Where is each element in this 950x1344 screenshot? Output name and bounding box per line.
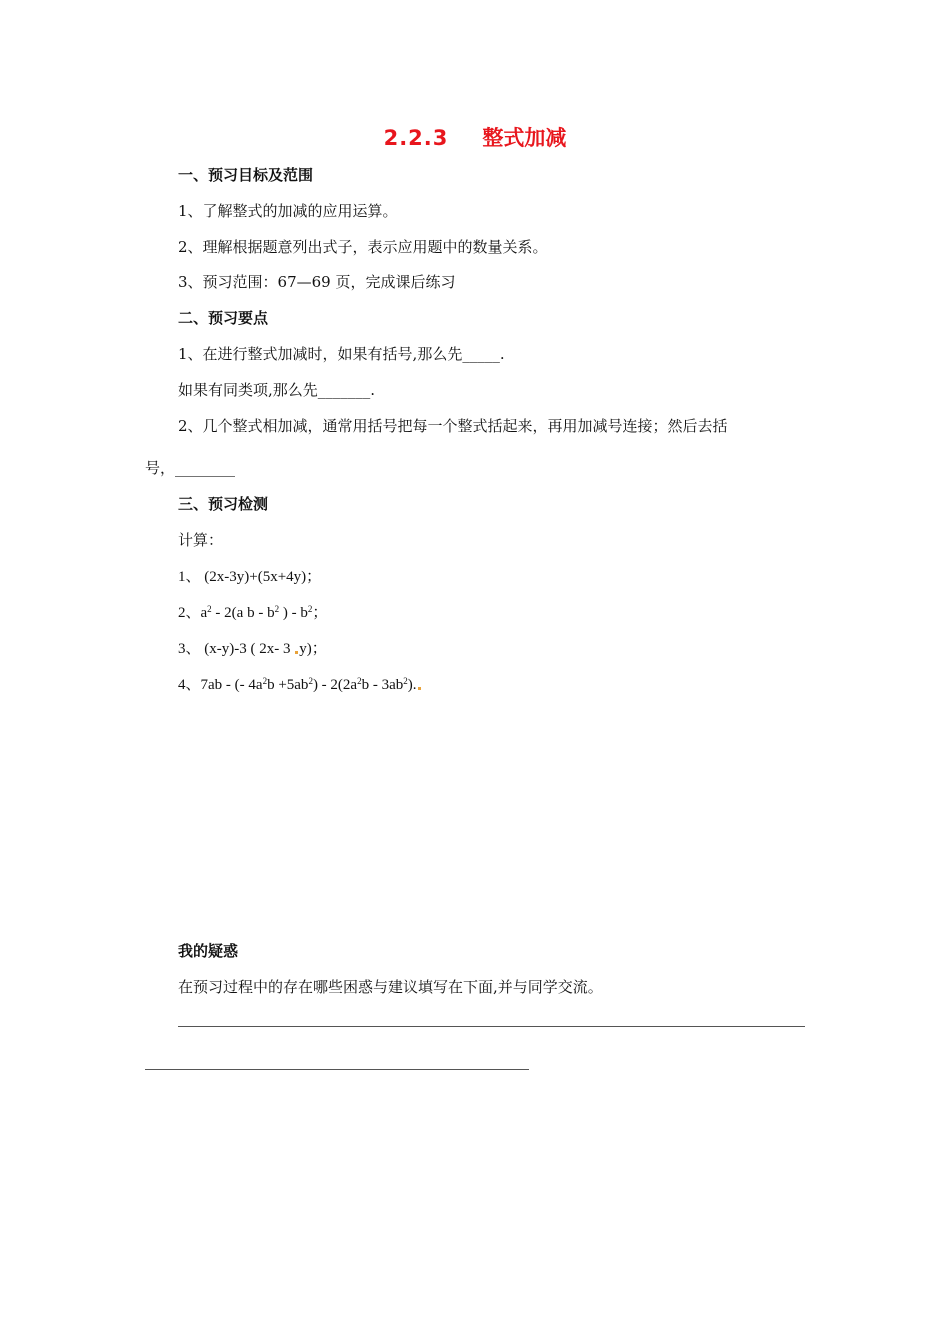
mark-dot — [295, 651, 298, 654]
section3-intro: 计算： — [178, 531, 224, 549]
section3-heading: 三、预习检测 — [178, 495, 269, 513]
section2-point-2-cont: 号，________ — [145, 459, 236, 477]
section1-item-2: 2、理解根据题意列出式子，表示应用题中的数量关系。 — [178, 238, 548, 256]
title-number: 2.2.3 — [383, 126, 449, 150]
section2-point-1b: 如果有同类项,那么先_______. — [178, 381, 376, 399]
exercise-4: 4、7ab - (- $4a^2b +5ab^2) - 2(2a^2b - 3ab^2)$. — [178, 673, 422, 694]
section1-heading: 一、预习目标及范围 — [178, 166, 314, 184]
doubts-instruction: 在预习过程中的存在哪些困惑与建议填写在下面,并与同学交流。 — [178, 978, 603, 996]
mark-dot — [418, 687, 421, 690]
page-title — [0, 122, 950, 152]
answer-line-2 — [145, 1069, 529, 1070]
section2-point-2: 2、几个整式相加减，通常用括号把每一个整式括起来，再用加减号连接；然后去括 — [178, 417, 728, 435]
doubts-heading: 我的疑惑 — [178, 942, 239, 960]
exercise-3: 3、 (x-y)-3 ( 2x- 3 y)； — [178, 641, 327, 657]
section1-item-1: 1、了解整式的加减的应用运算。 — [178, 202, 398, 220]
exercise-1: 1、 (2x-3y)+(5x+4y)； — [178, 569, 322, 585]
answer-line-1 — [178, 1026, 805, 1027]
section2-heading: 二、预习要点 — [178, 309, 269, 327]
title-text: 整式加减 — [482, 126, 567, 150]
section2-point-1: 1、在进行整式加减时，如果有括号,那么先_____. — [178, 345, 505, 363]
section1-item-3: 3、预习范围：67—69 页，完成课后练习 — [178, 273, 456, 291]
exercise-2: 2、$a^2 - 2(a$ b - $b^2$ ) - $b^2$； — [178, 604, 328, 621]
